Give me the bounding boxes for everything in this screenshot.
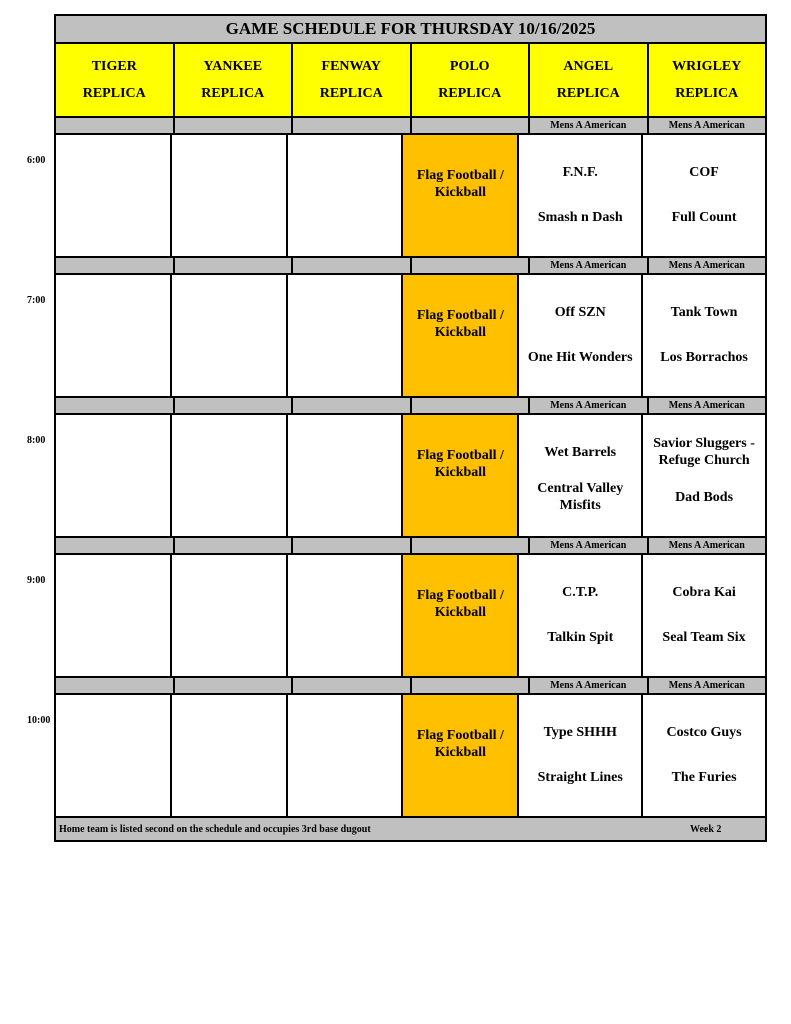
empty-game-cell <box>288 135 404 256</box>
field-subtitle: REPLICA <box>319 86 383 101</box>
division-label <box>412 258 531 273</box>
flag-football-label: Flag Football / Kickball <box>416 307 504 340</box>
field-header-wrigley <box>649 44 766 116</box>
time-label: 9:00 <box>27 575 46 586</box>
home-team: Los Borrachos <box>660 349 748 365</box>
division-row <box>56 118 765 135</box>
empty-game-cell <box>288 415 404 536</box>
division-label: Mens A American <box>530 538 649 553</box>
game-row-4 <box>56 695 765 818</box>
empty-game-cell <box>56 555 172 676</box>
wrigley-game-cell <box>643 135 765 256</box>
empty-game-cell <box>288 275 404 396</box>
game-row-0 <box>56 135 765 258</box>
away-team: Off SZN <box>554 304 606 320</box>
home-team: Central Valley Misfits <box>537 481 624 513</box>
home-team: Talkin Spit <box>547 629 614 645</box>
empty-game-cell <box>172 415 288 536</box>
angel-game-cell <box>519 695 643 816</box>
angel-game-cell <box>519 275 643 396</box>
home-team: Dad Bods <box>675 489 734 505</box>
home-team: Straight Lines <box>537 769 623 785</box>
division-label <box>412 678 531 693</box>
wrigley-game-cell <box>643 695 765 816</box>
division-label <box>293 678 412 693</box>
field-name: TIGER <box>91 59 137 74</box>
home-team-note: Home team is listed second on the schedule and occupies 3rd base dugout <box>59 823 371 835</box>
division-label: Mens A American <box>530 678 649 693</box>
away-team: C.T.P. <box>562 584 599 600</box>
empty-game-cell <box>56 275 172 396</box>
time-slots <box>56 118 765 818</box>
division-label <box>175 258 294 273</box>
empty-game-cell <box>172 555 288 676</box>
field-name: ANGEL <box>563 59 614 74</box>
away-team: Costco Guys <box>666 724 742 740</box>
field-subtitle: REPLICA <box>675 86 739 101</box>
field-header-tiger <box>56 44 175 116</box>
field-subtitle: REPLICA <box>201 86 265 101</box>
division-label <box>293 398 412 413</box>
field-name: POLO <box>449 59 490 74</box>
field-header-row <box>56 44 765 118</box>
empty-game-cell <box>288 695 404 816</box>
field-name: WRIGLEY <box>672 59 742 74</box>
home-team: The Furies <box>671 769 737 785</box>
field-name: FENWAY <box>321 59 381 74</box>
division-label <box>56 678 175 693</box>
division-row <box>56 678 765 695</box>
time-label: 6:00 <box>27 155 46 166</box>
division-label <box>293 538 412 553</box>
game-row-2 <box>56 415 765 538</box>
division-label <box>412 118 531 133</box>
away-team: Savior Sluggers - Refuge Church <box>653 436 755 468</box>
division-label <box>175 118 294 133</box>
flag-football-label: Flag Football / Kickball <box>416 167 504 200</box>
division-label: Mens A American <box>530 118 649 133</box>
flag-football-cell <box>403 275 519 396</box>
flag-football-cell <box>403 135 519 256</box>
field-subtitle: REPLICA <box>82 86 146 101</box>
empty-game-cell <box>288 555 404 676</box>
time-label: 7:00 <box>27 295 46 306</box>
schedule-title: GAME SCHEDULE FOR THURSDAY 10/16/2025 <box>56 16 765 44</box>
home-team: Smash n Dash <box>537 209 623 225</box>
flag-football-cell <box>403 415 519 536</box>
flag-football-label: Flag Football / Kickball <box>416 447 504 480</box>
division-row <box>56 398 765 415</box>
wrigley-game-cell <box>643 555 765 676</box>
week-label: Week 2 <box>690 823 722 835</box>
division-label <box>412 398 531 413</box>
home-team: One Hit Wonders <box>527 349 633 365</box>
schedule-table <box>54 14 767 842</box>
away-team: Wet Barrels <box>544 444 617 460</box>
division-label: Mens A American <box>668 400 745 411</box>
game-row-1 <box>56 275 765 398</box>
wrigley-game-cell <box>643 275 765 396</box>
division-label <box>293 258 412 273</box>
flag-football-cell <box>403 555 519 676</box>
flag-football-label: Flag Football / Kickball <box>416 587 504 620</box>
empty-game-cell <box>56 135 172 256</box>
division-label <box>412 538 531 553</box>
division-label: Mens A American <box>668 540 745 551</box>
away-team: Tank Town <box>670 304 738 320</box>
field-header-fenway <box>293 44 412 116</box>
flag-football-label: Flag Football / Kickball <box>416 727 504 760</box>
away-team: COF <box>689 164 719 180</box>
division-label <box>56 258 175 273</box>
angel-game-cell <box>519 135 643 256</box>
away-team: Cobra Kai <box>672 584 736 600</box>
field-subtitle: REPLICA <box>556 86 620 101</box>
field-name: YANKEE <box>203 59 263 74</box>
division-label <box>175 538 294 553</box>
division-label <box>56 118 175 133</box>
field-header-polo <box>412 44 531 116</box>
division-row <box>56 258 765 275</box>
division-label: Mens A American <box>668 680 745 691</box>
division-label <box>175 678 294 693</box>
field-subtitle: REPLICA <box>438 86 502 101</box>
division-label: Mens A American <box>530 258 649 273</box>
division-label: Mens A American <box>668 260 745 271</box>
angel-game-cell <box>519 555 643 676</box>
game-row-3 <box>56 555 765 678</box>
division-label: Mens A American <box>530 398 649 413</box>
field-header-angel <box>530 44 649 116</box>
time-label: 10:00 <box>27 715 51 726</box>
empty-game-cell <box>56 415 172 536</box>
empty-game-cell <box>172 695 288 816</box>
division-label <box>293 118 412 133</box>
wrigley-game-cell <box>643 415 765 536</box>
away-team: F.N.F. <box>562 164 598 180</box>
empty-game-cell <box>172 135 288 256</box>
empty-game-cell <box>56 695 172 816</box>
empty-game-cell <box>172 275 288 396</box>
away-team: Type SHHH <box>543 724 617 740</box>
flag-football-cell <box>403 695 519 816</box>
home-team: Seal Team Six <box>662 629 746 645</box>
division-label <box>175 398 294 413</box>
division-label <box>56 538 175 553</box>
division-label: Mens A American <box>668 120 745 131</box>
field-header-yankee <box>175 44 294 116</box>
time-label: 8:00 <box>27 435 46 446</box>
footer-row <box>56 818 765 840</box>
division-label <box>56 398 175 413</box>
division-row <box>56 538 765 555</box>
angel-game-cell <box>519 415 643 536</box>
home-team: Full Count <box>671 209 737 225</box>
